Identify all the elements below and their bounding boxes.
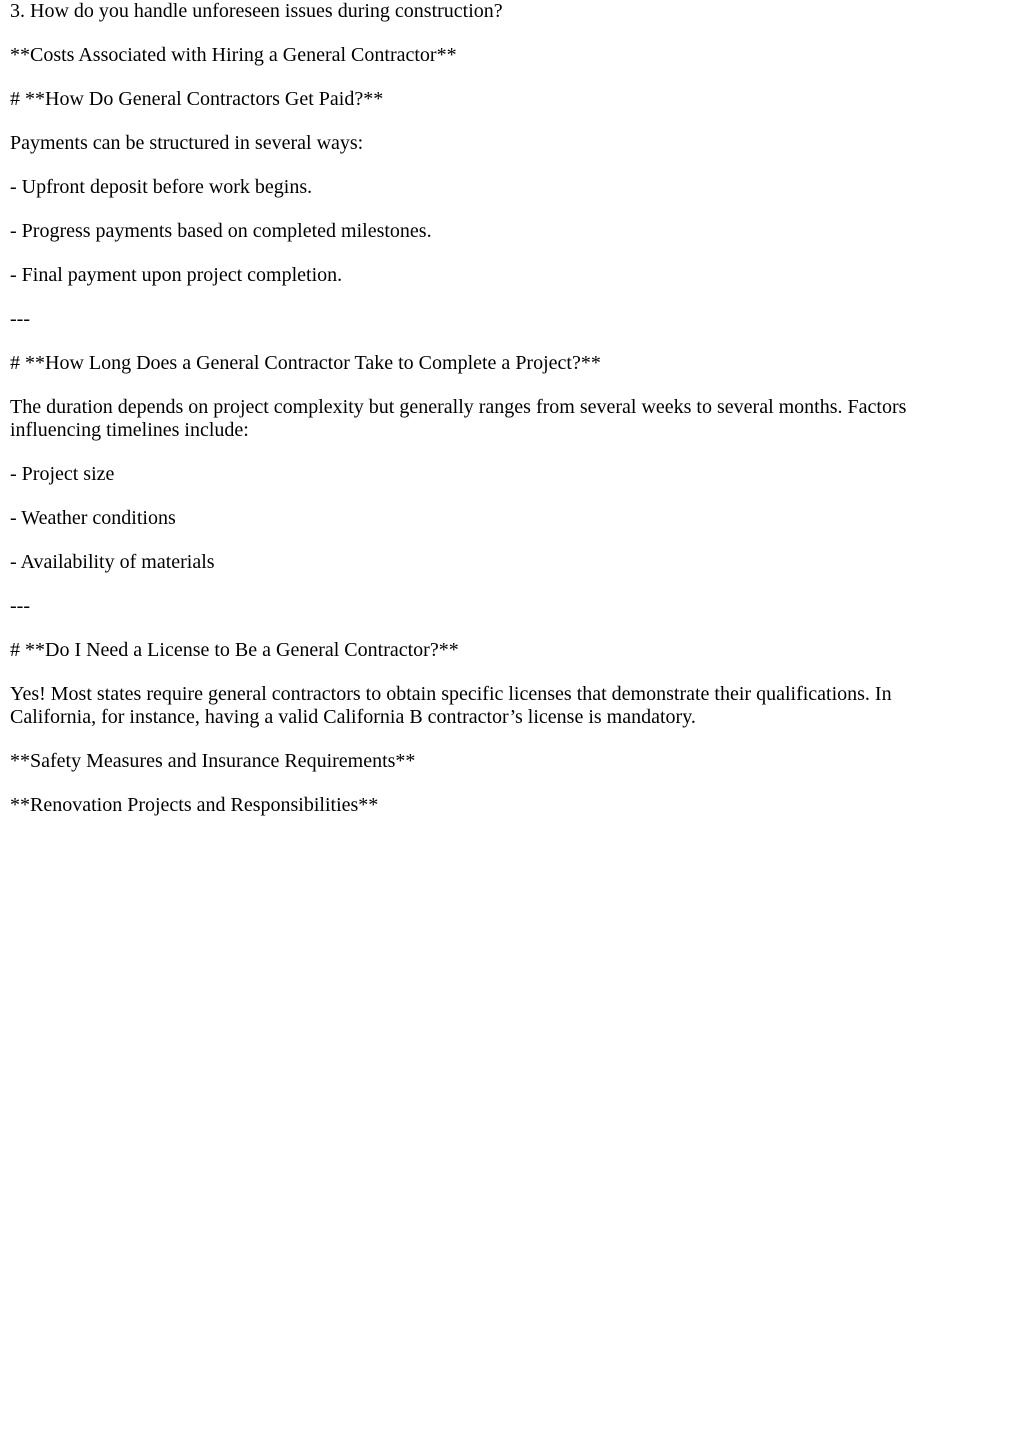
payment-intro-line: Payments can be structured in several ways: <box>10 132 364 154</box>
project-size-line: - Project size <box>10 463 115 485</box>
license-heading-line: # **Do I Need a License to Be a General Contractor?** <box>10 639 459 661</box>
separator-line: --- <box>10 308 30 330</box>
payment-heading-line: # **How Do General Contractors Get Paid?** <box>10 88 384 110</box>
upfront-deposit-line: - Upfront deposit before work begins. <box>10 176 313 198</box>
document-body <box>10 0 1010 838</box>
progress-payments-line: - Progress payments based on completed milestones. <box>10 220 432 242</box>
costs-heading-line: **Costs Associated with Hiring a General Contractor** <box>10 44 457 66</box>
final-payment-line: - Final payment upon project completion. <box>10 264 343 286</box>
timeline-heading-line: # **How Long Does a General Contractor Take to Complete a Project?** <box>10 352 601 374</box>
materials-availability-line: - Availability of materials <box>10 551 215 573</box>
renovation-heading-line: **Renovation Projects and Responsibilities** <box>10 794 379 816</box>
question-line: 3. How do you handle unforeseen issues during construction? <box>10 0 503 22</box>
safety-heading-line: **Safety Measures and Insurance Requirements** <box>10 750 416 772</box>
separator-line: --- <box>10 595 30 617</box>
weather-conditions-line: - Weather conditions <box>10 507 176 529</box>
license-paragraph: Yes! Most states require general contractors to obtain specific licenses that demonstrate their qualifications. In California, for instance, having a valid California B contractor’s license is mandatory. <box>10 683 892 728</box>
timeline-paragraph: The duration depends on project complexity but generally ranges from several weeks to several months. Factors influencing timelines include: <box>10 396 907 441</box>
